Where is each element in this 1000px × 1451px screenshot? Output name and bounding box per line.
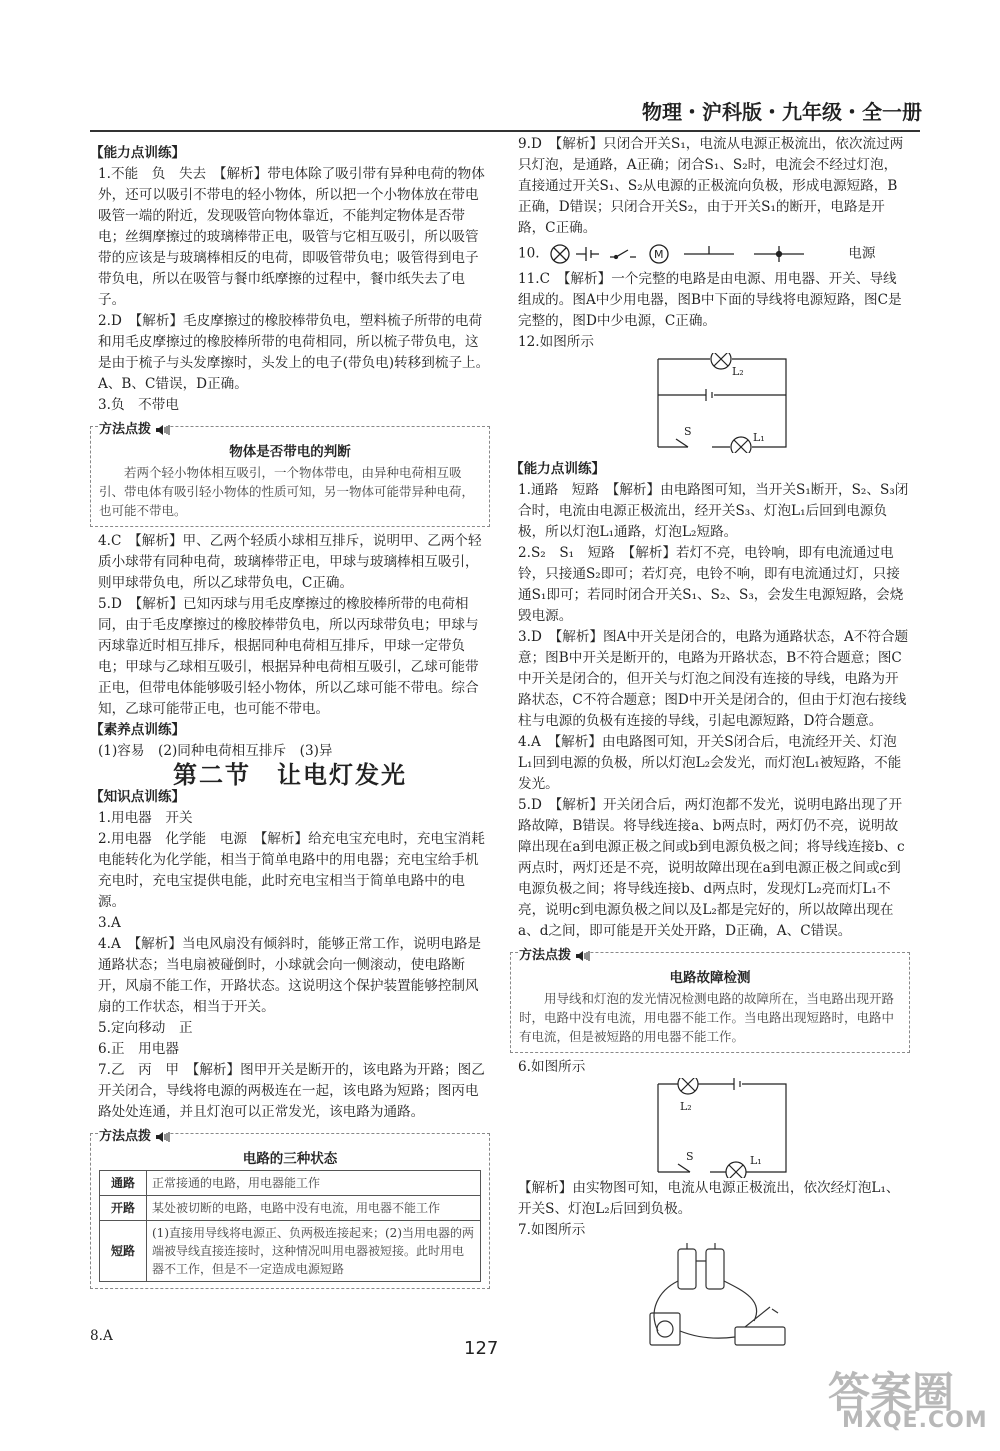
ability-6-explanation: 【解析】由实物图可知，电流从电源正极流出，依次经灯泡L₁、开关S、灯泡L₂后回到负极。 xyxy=(518,1180,900,1217)
answer-9: 9.D 【解析】只闭合开关S₁，电流从电源正极流出，依次流过两只灯泡，是通路，A正确；闭合S₁、S₂时，电流会不经过灯泡，直接通过开关S₁、S₂从电源的正极流向负极，形成电源短路，B正确，D错误；只闭合开关S₂，由于开关S₁的断开，电路是开路，C正确。 xyxy=(518,136,904,236)
knowledge-7: 7.乙 丙 甲 【解析】图甲开关是断开的，该电路为开路；图乙开关闭合，导线将电源的两极连在一起，该电路为短路；图丙电路处处连通，并且灯泡可以正常发光，该电路为通路。 xyxy=(98,1062,485,1120)
ability-1: 1.通路 短路 【解析】由电路图可知，当开关S₁断开，S₂、S₃闭合时，电流由电源正极流出，经开关S₃、灯泡L₁后回到电源负极，所以灯泡L₁通路，灯泡L₂短路。 xyxy=(518,482,909,540)
label-S: S xyxy=(684,425,692,438)
right-column xyxy=(510,134,910,1351)
ability-7: 7.如图所示 xyxy=(518,1222,586,1238)
knowledge-5: 5.定向移动 正 xyxy=(98,1020,193,1036)
ability-6: 6.如图所示 xyxy=(518,1059,586,1075)
circuit-diagram-12 xyxy=(510,353,910,453)
page-number: 127 xyxy=(464,1338,499,1359)
wire-junction-symbol xyxy=(754,246,804,262)
speaker-icon xyxy=(156,1132,170,1142)
label-L1: L₁ xyxy=(753,431,765,444)
label-L2: L₂ xyxy=(732,365,744,378)
knowledge-2: 2.用电器 化学能 电源 【解析】给充电宝充电时，充电宝消耗电能转化为化学能，相当于简单电路中的用电器；充电宝给手机充电时，充电宝提供电能，此时充电宝相当于简单电路中的电源。 xyxy=(98,831,485,910)
speaker-icon xyxy=(576,951,590,961)
wire-cross-symbol xyxy=(684,246,734,254)
heading-knowledge: 【知识点训练】 xyxy=(90,789,186,805)
method-text: 若两个轻小物体相互吸引，一个物体带电，由异种电荷相互吸引、带电体有吸引轻小物体的性质可知，另一物体可能带异种电荷，也可能不带电。 xyxy=(99,465,475,518)
heading-literacy: 【素养点训练】 xyxy=(90,722,186,738)
circuit-symbols xyxy=(544,243,844,265)
watermark-logo: 答案圈 xyxy=(828,1368,955,1417)
knowledge-6: 6.正 用电器 xyxy=(98,1041,179,1057)
left-column xyxy=(90,143,490,1293)
answer-12: 12.如图所示 xyxy=(518,334,594,350)
answer-10: 10. M 电源 xyxy=(510,243,910,265)
table-row: 开路 某处被切断的电路，电路中没有电流，用电器不能工作 xyxy=(100,1196,481,1221)
answer-2: 2.D 【解析】毛皮摩擦过的橡胶棒带负电，塑料梳子所带的电荷和用毛皮摩擦过的橡胶棒所带的电荷相同，所以梳子带负电，这是由于梳子与头发摩擦时，头发上的电子(带负电)转移到梳子上。A、B、C错误，D正确。 xyxy=(98,313,490,392)
method-box-fault xyxy=(510,948,910,1053)
fault-title: 电路故障检测 xyxy=(669,970,751,986)
method-box-states xyxy=(90,1129,490,1289)
answer-4: 4.C 【解析】甲、乙两个轻质小球相互排斥，说明甲、乙两个轻质小球带有同种电荷，玻璃棒带正电，甲球与玻璃棒相互吸引，则甲球带负电，所以乙球带负电，C正确。 xyxy=(98,533,482,591)
speaker-icon xyxy=(156,425,170,435)
knowledge-1: 1.用电器 开关 xyxy=(98,810,193,826)
method-title: 物体是否带电的判断 xyxy=(229,444,351,460)
battery-symbol xyxy=(576,247,599,261)
answer-1: 1.不能 负 失去 【解析】带电体除了吸引带有异种电荷的物体外，还可以吸引不带电的轻小物体，所以把一个小物体放在带电吸管一端的附近，发现吸管向物体靠近，不能判定物体是否带电；丝绸摩擦过的玻璃棒带正电，吸管与它相互吸引，所以吸管带的应该是与玻璃棒相反的电荷，即吸管带负电；吸管得到电子带负电，所以在吸管与餐巾纸摩擦的过程中，餐巾纸失去了电子。 xyxy=(98,166,485,308)
switch-symbol xyxy=(610,250,636,259)
answer-8: 8.A xyxy=(90,1328,113,1344)
heading-ability-2: 【能力点训练】 xyxy=(510,461,606,477)
ability-2: 2.S₂ S₁ 短路 【解析】若灯不亮，电铃响，即有电流通过电铃，只接通S₂即可；若灯亮，电铃不响，即有电流通过灯，只接通S₁即可；若同时闭合开关S₁、S₂、S₃，会发生电源短路，会烧毁电源。 xyxy=(518,545,904,624)
svg-text:M: M xyxy=(653,248,664,261)
states-title: 电路的三种状态 xyxy=(242,1151,338,1167)
method-box-charge xyxy=(90,422,490,527)
table-row: 短路 (1)直接用导线将电源正、负两极连接起来；(2)当用电器的两端被导线直接连接时，这种情况叫用电器被短接。此时用电器不工作，但是不一定造成电源短路 xyxy=(100,1221,481,1282)
label-L2: L₂ xyxy=(680,1100,692,1113)
label-L1: L₁ xyxy=(750,1154,762,1167)
answer-11: 11.C 【解析】一个完整的电路是由电源、用电器、开关、导线组成的。图A中少用电器，图B中下面的导线将电源短路，图C是完整的，图D中少电源，C正确。 xyxy=(518,271,902,329)
literacy-answer: (1)容易 (2)同种电荷相互排斥 (3)异 xyxy=(98,743,333,759)
page-header-title: 物理・沪科版・九年级・全一册 xyxy=(642,100,922,124)
method-tag: 方法点拨 xyxy=(519,945,590,966)
watermark-url: MXQE.COM xyxy=(842,1408,988,1433)
method-tag: 方法点拨 xyxy=(99,419,170,440)
ability-5: 5.D 【解析】开关闭合后，两灯泡都不发光，说明电路出现了开路故障，B错误。将导线连接a、b两点时，两灯仍不亮，说明故障出现在a到电源正极之间或b到电源负极之间；将导线连接b、c两点时，两灯还是不亮，说明故障出现在a到电源正极之间或c到电源负极之间；将导线连接b、d两点时，发现灯L₂亮而灯L₁不亮，说明c到电源负极之间以及L₂都是完好的，所以故障出现在a、d之间，即可能是开关处开路，D正确，A、C错误。 xyxy=(518,797,905,939)
ability-4: 4.A 【解析】由电路图可知，开关S闭合后，电流经开关、灯泡L₁回到电源的负极，所以灯泡L₂会发光，而灯泡L₁被短路，不能发光。 xyxy=(518,734,902,792)
label-S: S xyxy=(686,1150,694,1163)
method-tag: 方法点拨 xyxy=(99,1126,170,1147)
ability-3: 3.D 【解析】图A中开关是闭合的，电路为通路状态，A不符合题意；图B中开关是断开的，电路为开路状态，B不符合题意；图C中开关是闭合的，但开关与灯泡之间没有连接的导线，电路为开路状态，C不符合题意；图D中开关是闭合的，但由于灯泡右接线柱与电源的负极有连接的导线，引起电源短路，D符合题意。 xyxy=(518,629,909,729)
circuit-diagram-6 xyxy=(510,1078,910,1178)
knowledge-4: 4.A 【解析】当电风扇没有倾斜时，能够正常工作，说明电路是通路状态；当电扇被碰倒时，小球就会向一侧滚动，使电路断开，风扇不能工作，开路状态。这说明这个保护装置能够控制风扇的工作状态，相当于开关。 xyxy=(98,936,482,1015)
answer-3: 3.负 不带电 xyxy=(98,397,179,413)
answer-5: 5.D 【解析】已知丙球与用毛皮摩擦过的橡胶棒所带的电荷相同，由于毛皮摩擦过的橡胶棒带负电，所以丙球带负电；甲球与丙球靠近时相互排斥，根据同种电荷相互排斥，甲球一定带负电；甲球与乙球相互吸引，根据异种电荷相互吸引，乙球可能带正电，但带电体能够吸引轻小物体，所以乙球可能不带电。综合知，乙球可能带正电，也可能不带电。 xyxy=(98,596,479,717)
states-table xyxy=(99,1170,481,1282)
section-title: 第二节 让电灯发光 xyxy=(173,760,407,789)
physical-circuit-figure xyxy=(510,1241,910,1351)
header-rule xyxy=(90,130,920,132)
table-row: 通路 正常接通的电路，用电器能工作 xyxy=(100,1171,481,1196)
fault-text: 用导线和灯泡的发光情况检测电路的故障所在，当电路出现开路时，电路中没有电流，用电器不能工作。当电路出现短路时，电路中有电流，但是被短路的用电器不能工作。 xyxy=(519,991,895,1044)
heading-ability: 【能力点训练】 xyxy=(90,145,186,161)
lamp-symbol xyxy=(551,245,569,263)
knowledge-3: 3.A xyxy=(98,915,121,931)
